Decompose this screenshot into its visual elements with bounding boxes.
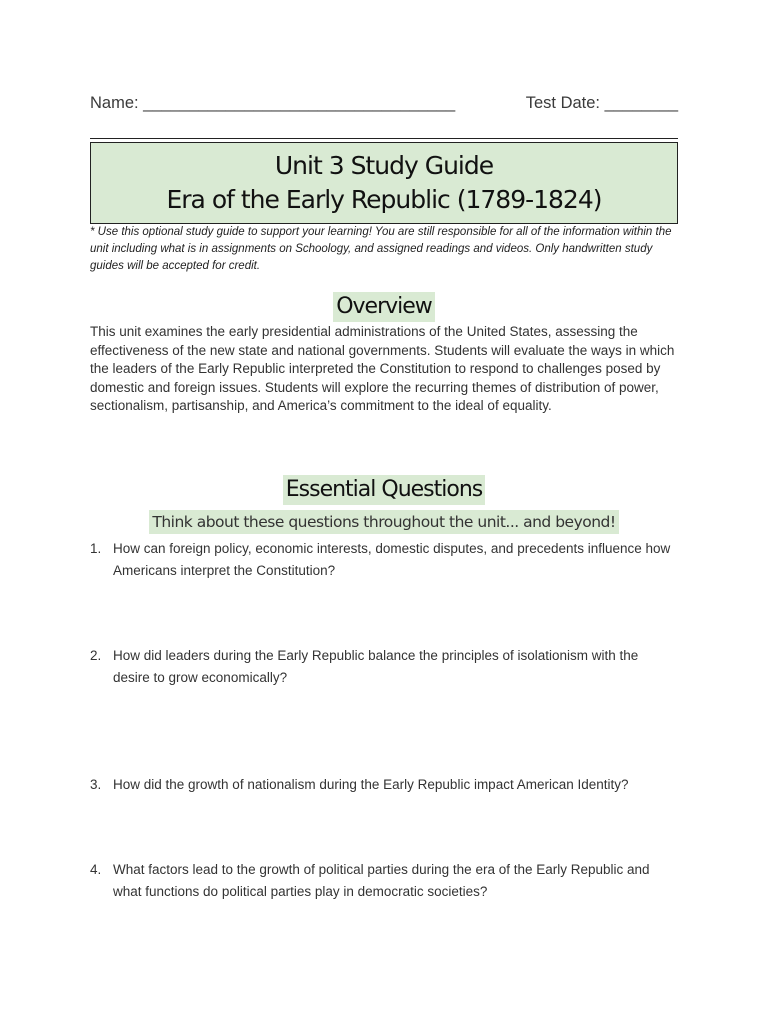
essential-questions-heading: Essential Questions [283, 475, 486, 505]
question-item [90, 645, 678, 689]
question-item [90, 538, 678, 582]
question-text: How did leaders during the Early Republic balance the principles of isolationism with the desire to grow economically? [113, 648, 639, 685]
question-number: 1. [90, 541, 102, 556]
era-title: Era of the Early Republic (1789-1824) [166, 185, 602, 214]
essential-questions-heading-wrap [90, 475, 678, 505]
test-date-field: Test Date: ________ [525, 94, 678, 112]
disclaimer-note: * Use this optional study guide to support your learning! You are still responsible for all of the information within the unit including what is in assignments on Schoology, and assigned readings and videos. Only handwritten study guides will be accepted for credit. [90, 226, 672, 272]
overview-heading-wrap [90, 292, 678, 322]
essential-questions-subheading-wrap [90, 510, 678, 534]
overview-paragraph: This unit examines the early presidential administrations of the United States, assessing the effectiveness of the new state and national governments. Students will evaluate the ways in which the leaders of the Early Republic interpreted the Constitution to respond to challenges posed by domestic and foreign issues. Students will explore the recurring themes of distribution of power, sectionalism, partisanship, and America’s commitment to the ideal of equality. [90, 324, 675, 413]
title-box [90, 142, 678, 224]
overview-heading: Overview [333, 292, 435, 322]
question-number: 4. [90, 862, 102, 877]
question-text: How did the growth of nationalism during the Early Republic impact American Identity? [113, 777, 629, 792]
unit-title: Unit 3 Study Guide [274, 151, 494, 180]
question-number: 2. [90, 648, 102, 663]
essential-questions-subheading: Think about these questions throughout the unit... and beyond! [149, 510, 618, 534]
question-text: How can foreign policy, economic interests, domestic disputes, and precedents influence how Americans interpret the Constitution? [113, 541, 671, 578]
question-item [90, 859, 678, 903]
header-row [90, 94, 678, 116]
question-item [90, 774, 678, 796]
header-divider [90, 138, 678, 139]
question-text: What factors lead to the growth of political parties during the era of the Early Republic and what functions do political parties play in democratic societies? [113, 862, 650, 899]
question-number: 3. [90, 777, 102, 792]
name-field: Name: __________________________________ [90, 94, 456, 112]
